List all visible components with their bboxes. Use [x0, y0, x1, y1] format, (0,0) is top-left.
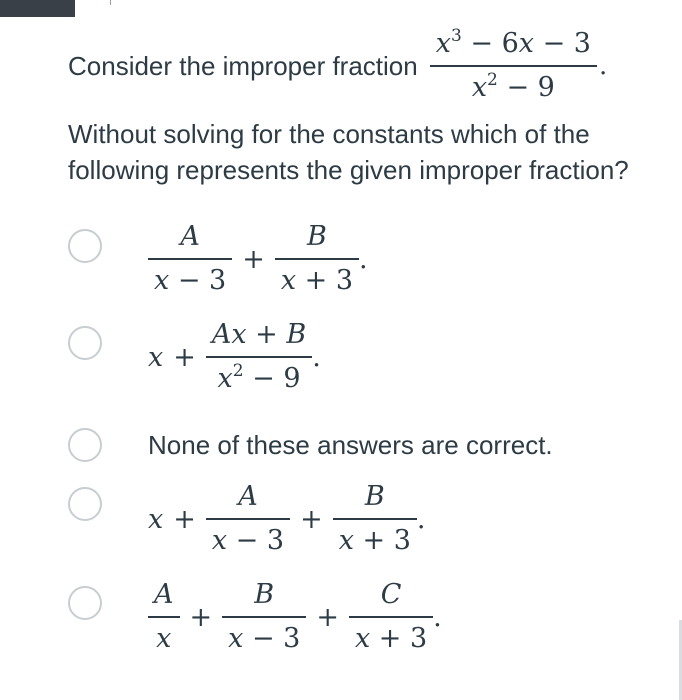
numerator: B [307, 221, 327, 252]
fraction-bar [275, 258, 359, 260]
top-divider [110, 0, 111, 5]
numerator: A [180, 221, 200, 252]
radio-button[interactable] [68, 229, 102, 263]
option-4-expression [148, 480, 425, 558]
question-fraction [430, 27, 597, 105]
denominator: $x^2 - 9$ [217, 361, 301, 394]
answer-option-5[interactable] [68, 586, 102, 620]
answer-option-3[interactable] [68, 428, 102, 462]
fraction-bar [148, 258, 232, 260]
fraction [333, 480, 417, 558]
radio-button[interactable] [68, 428, 102, 462]
numerator: Ax + B [211, 319, 307, 350]
numerator: B [364, 481, 385, 512]
plus-sign: + [316, 601, 339, 633]
period: . [359, 243, 368, 275]
fraction [148, 578, 180, 656]
fraction-bar [349, 616, 433, 618]
denominator: x − 3 [154, 265, 227, 296]
fraction [275, 220, 359, 298]
variable-x: x [148, 503, 164, 535]
period: . [433, 601, 442, 633]
denominator: x + 3 [280, 265, 354, 296]
fraction-bar [206, 518, 290, 520]
numerator: A [154, 579, 174, 610]
fraction [148, 220, 232, 298]
denominator: x − 3 [211, 525, 285, 556]
period: . [312, 341, 321, 373]
fraction-bar [430, 65, 597, 67]
fraction-numerator: $x^3 - 6x - 3$ [435, 26, 591, 59]
plus-sign: + [242, 243, 265, 275]
radio-button[interactable] [68, 487, 102, 521]
denominator: x + 3 [354, 623, 428, 654]
fraction [206, 318, 312, 396]
option-5-expression [148, 578, 442, 656]
fraction-bar [222, 616, 306, 618]
radio-button[interactable] [68, 326, 102, 360]
denominator: x [156, 623, 172, 654]
option-label: None of these answers are correct. [148, 429, 553, 460]
denominator: x + 3 [338, 525, 411, 556]
plus-sign: + [173, 341, 196, 373]
question-body-text: Without solving for the constants which of the following represents the given improper fraction? [68, 119, 629, 185]
fraction [349, 578, 433, 656]
plus-sign: + [173, 503, 196, 535]
fraction [222, 578, 306, 656]
numerator: C [380, 579, 402, 610]
fraction-bar [333, 518, 417, 520]
answer-option-4[interactable] [68, 487, 102, 521]
variable-x: x [148, 341, 164, 373]
plus-sign: + [189, 601, 213, 633]
top-tab-strip [0, 0, 75, 17]
denominator: x − 3 [228, 623, 301, 654]
answer-option-2[interactable] [68, 326, 102, 360]
question-lead-text: Consider the improper fraction [68, 51, 418, 81]
question-stem [68, 18, 668, 188]
fraction-denominator: $x^2 - 9$ [471, 70, 555, 103]
numerator: B [254, 579, 275, 610]
option-2-expression [148, 318, 321, 396]
numerator: A [238, 481, 258, 512]
option-1-expression [148, 220, 368, 298]
question-period: . [598, 51, 608, 81]
plus-sign: + [300, 503, 323, 535]
answer-option-1[interactable] [68, 229, 102, 263]
fraction-bar [206, 356, 312, 358]
fraction-bar [148, 616, 180, 618]
fraction [206, 480, 290, 558]
radio-button[interactable] [68, 586, 102, 620]
option-3-text [148, 428, 553, 462]
period: . [416, 503, 426, 535]
